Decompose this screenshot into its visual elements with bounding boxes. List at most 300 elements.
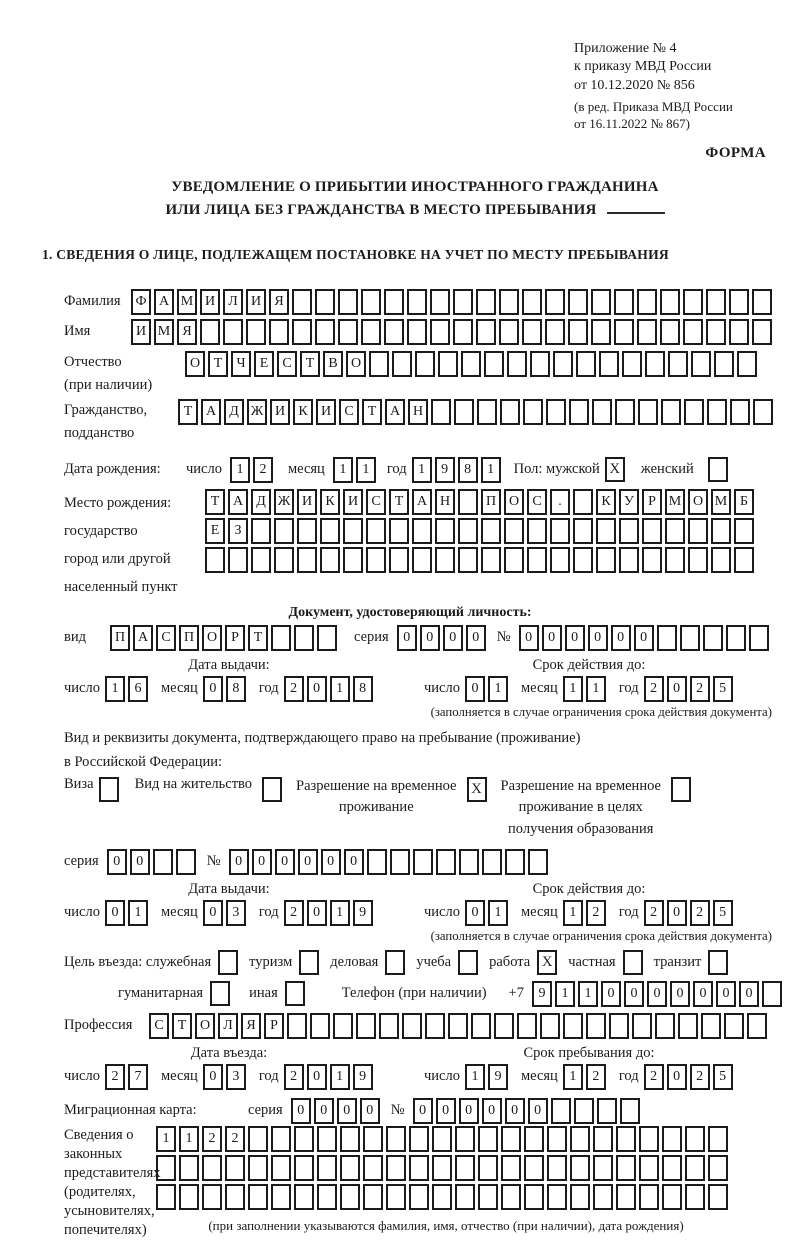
char-cell[interactable]: [389, 547, 409, 573]
char-cell[interactable]: [294, 1184, 314, 1210]
purpose-tourism-checkbox[interactable]: [299, 950, 319, 975]
stay-month-cells[interactable]: [563, 1064, 609, 1090]
char-cell[interactable]: 0: [670, 981, 690, 1007]
char-cell[interactable]: 0: [252, 849, 272, 875]
char-cell[interactable]: [597, 1098, 617, 1124]
char-cell[interactable]: [711, 518, 731, 544]
char-cell[interactable]: З: [228, 518, 248, 544]
char-cell[interactable]: [409, 1155, 429, 1181]
char-cell[interactable]: 1: [412, 457, 432, 483]
char-cell[interactable]: И: [200, 289, 220, 315]
char-cell[interactable]: [527, 547, 547, 573]
char-cell[interactable]: [481, 518, 501, 544]
char-cell[interactable]: [691, 351, 711, 377]
char-cell[interactable]: [596, 518, 616, 544]
birth-year-cells[interactable]: [412, 457, 504, 483]
doc-series-cells[interactable]: [397, 625, 489, 651]
char-cell[interactable]: 0: [739, 981, 759, 1007]
char-cell[interactable]: [476, 319, 496, 345]
char-cell[interactable]: [592, 399, 612, 425]
char-cell[interactable]: А: [412, 489, 432, 515]
char-cell[interactable]: 1: [105, 676, 125, 702]
char-cell[interactable]: [454, 399, 474, 425]
char-cell[interactable]: [271, 1126, 291, 1152]
permit-issue-day-cells[interactable]: [105, 900, 151, 926]
char-cell[interactable]: [453, 319, 473, 345]
char-cell[interactable]: 0: [314, 1098, 334, 1124]
char-cell[interactable]: [392, 351, 412, 377]
permit-issue-month-cells[interactable]: [203, 900, 249, 926]
char-cell[interactable]: [504, 518, 524, 544]
entry-year-cells[interactable]: [284, 1064, 376, 1090]
char-cell[interactable]: [455, 1184, 475, 1210]
char-cell[interactable]: [540, 1013, 560, 1039]
char-cell[interactable]: [200, 319, 220, 345]
char-cell[interactable]: [749, 625, 769, 651]
residence-permit-checkbox[interactable]: [262, 777, 282, 802]
char-cell[interactable]: [366, 547, 386, 573]
char-cell[interactable]: Т: [205, 489, 225, 515]
char-cell[interactable]: [616, 1155, 636, 1181]
char-cell[interactable]: [593, 1184, 613, 1210]
char-cell[interactable]: 1: [330, 1064, 350, 1090]
char-cell[interactable]: Р: [642, 489, 662, 515]
char-cell[interactable]: [315, 319, 335, 345]
char-cell[interactable]: [665, 518, 685, 544]
char-cell[interactable]: [343, 547, 363, 573]
char-cell[interactable]: [642, 547, 662, 573]
char-cell[interactable]: [563, 1013, 583, 1039]
char-cell[interactable]: [448, 1013, 468, 1039]
char-cell[interactable]: [478, 1184, 498, 1210]
char-cell[interactable]: [660, 319, 680, 345]
char-cell[interactable]: 1: [333, 457, 353, 483]
char-cell[interactable]: 0: [397, 625, 417, 651]
char-cell[interactable]: [762, 981, 782, 1007]
char-cell[interactable]: 0: [624, 981, 644, 1007]
char-cell[interactable]: [432, 1184, 452, 1210]
char-cell[interactable]: 8: [353, 676, 373, 702]
char-cell[interactable]: М: [711, 489, 731, 515]
char-cell[interactable]: 8: [226, 676, 246, 702]
char-cell[interactable]: [637, 289, 657, 315]
char-cell[interactable]: [477, 399, 497, 425]
char-cell[interactable]: [573, 547, 593, 573]
birth-month-cells[interactable]: [333, 457, 379, 483]
char-cell[interactable]: [619, 518, 639, 544]
char-cell[interactable]: [386, 1126, 406, 1152]
char-cell[interactable]: [500, 399, 520, 425]
migration-number-cells[interactable]: [413, 1098, 643, 1124]
char-cell[interactable]: [310, 1013, 330, 1039]
char-cell[interactable]: 6: [128, 676, 148, 702]
char-cell[interactable]: [338, 319, 358, 345]
char-cell[interactable]: Ж: [247, 399, 267, 425]
char-cell[interactable]: [386, 1184, 406, 1210]
rvp-education-checkbox[interactable]: [671, 777, 691, 802]
permit-number-cells[interactable]: [229, 849, 551, 875]
char-cell[interactable]: 0: [298, 849, 318, 875]
char-cell[interactable]: [389, 518, 409, 544]
char-cell[interactable]: [246, 319, 266, 345]
char-cell[interactable]: Т: [300, 351, 320, 377]
char-cell[interactable]: [363, 1184, 383, 1210]
char-cell[interactable]: [711, 547, 731, 573]
char-cell[interactable]: К: [596, 489, 616, 515]
char-cell[interactable]: 0: [307, 1064, 327, 1090]
char-cell[interactable]: [412, 518, 432, 544]
char-cell[interactable]: Ч: [231, 351, 251, 377]
char-cell[interactable]: [645, 351, 665, 377]
char-cell[interactable]: 0: [716, 981, 736, 1007]
char-cell[interactable]: [547, 1155, 567, 1181]
patronymic-cells[interactable]: [185, 351, 760, 377]
char-cell[interactable]: И: [131, 319, 151, 345]
char-cell[interactable]: [501, 1126, 521, 1152]
char-cell[interactable]: [507, 351, 527, 377]
char-cell[interactable]: [251, 547, 271, 573]
char-cell[interactable]: К: [320, 489, 340, 515]
char-cell[interactable]: Б: [734, 489, 754, 515]
char-cell[interactable]: Е: [205, 518, 225, 544]
char-cell[interactable]: 0: [505, 1098, 525, 1124]
char-cell[interactable]: [271, 1184, 291, 1210]
char-cell[interactable]: [179, 1155, 199, 1181]
purpose-private-checkbox[interactable]: [623, 950, 643, 975]
char-cell[interactable]: 1: [356, 457, 376, 483]
char-cell[interactable]: 5: [713, 676, 733, 702]
char-cell[interactable]: [435, 518, 455, 544]
char-cell[interactable]: [591, 289, 611, 315]
char-cell[interactable]: [225, 1184, 245, 1210]
char-cell[interactable]: [747, 1013, 767, 1039]
char-cell[interactable]: [683, 319, 703, 345]
char-cell[interactable]: [688, 547, 708, 573]
char-cell[interactable]: Я: [177, 319, 197, 345]
char-cell[interactable]: [665, 547, 685, 573]
char-cell[interactable]: Т: [389, 489, 409, 515]
char-cell[interactable]: [269, 319, 289, 345]
char-cell[interactable]: М: [665, 489, 685, 515]
char-cell[interactable]: 0: [344, 849, 364, 875]
char-cell[interactable]: Т: [362, 399, 382, 425]
char-cell[interactable]: [737, 351, 757, 377]
char-cell[interactable]: О: [185, 351, 205, 377]
char-cell[interactable]: [501, 1184, 521, 1210]
char-cell[interactable]: [292, 289, 312, 315]
birthplace-cells-row2[interactable]: [205, 518, 757, 544]
char-cell[interactable]: 1: [465, 1064, 485, 1090]
char-cell[interactable]: .: [550, 489, 570, 515]
char-cell[interactable]: [415, 351, 435, 377]
char-cell[interactable]: 0: [360, 1098, 380, 1124]
char-cell[interactable]: [657, 625, 677, 651]
char-cell[interactable]: Т: [248, 625, 268, 651]
char-cell[interactable]: [363, 1126, 383, 1152]
char-cell[interactable]: 5: [713, 1064, 733, 1090]
char-cell[interactable]: Я: [241, 1013, 261, 1039]
char-cell[interactable]: [729, 289, 749, 315]
char-cell[interactable]: [361, 319, 381, 345]
char-cell[interactable]: [459, 849, 479, 875]
char-cell[interactable]: Р: [225, 625, 245, 651]
citizenship-cells[interactable]: [178, 399, 776, 425]
char-cell[interactable]: 0: [519, 625, 539, 651]
char-cell[interactable]: [576, 351, 596, 377]
char-cell[interactable]: [668, 351, 688, 377]
birthplace-cells-row3[interactable]: [205, 547, 757, 573]
char-cell[interactable]: [292, 319, 312, 345]
char-cell[interactable]: [156, 1184, 176, 1210]
doc-type-cells[interactable]: [110, 625, 340, 651]
char-cell[interactable]: 0: [565, 625, 585, 651]
char-cell[interactable]: [425, 1013, 445, 1039]
char-cell[interactable]: 9: [353, 1064, 373, 1090]
char-cell[interactable]: [551, 1098, 571, 1124]
char-cell[interactable]: 3: [226, 1064, 246, 1090]
char-cell[interactable]: 1: [586, 676, 606, 702]
char-cell[interactable]: [384, 319, 404, 345]
char-cell[interactable]: 2: [253, 457, 273, 483]
char-cell[interactable]: [752, 289, 772, 315]
char-cell[interactable]: [639, 1184, 659, 1210]
char-cell[interactable]: [361, 289, 381, 315]
char-cell[interactable]: [274, 547, 294, 573]
char-cell[interactable]: [499, 289, 519, 315]
char-cell[interactable]: [530, 351, 550, 377]
identity-issue-year-cells[interactable]: [284, 676, 376, 702]
char-cell[interactable]: [596, 547, 616, 573]
char-cell[interactable]: 0: [203, 676, 223, 702]
char-cell[interactable]: [504, 547, 524, 573]
char-cell[interactable]: 0: [307, 676, 327, 702]
char-cell[interactable]: [343, 518, 363, 544]
char-cell[interactable]: С: [527, 489, 547, 515]
char-cell[interactable]: Р: [264, 1013, 284, 1039]
doc-number-cells[interactable]: [519, 625, 772, 651]
char-cell[interactable]: 1: [128, 900, 148, 926]
char-cell[interactable]: [620, 1098, 640, 1124]
char-cell[interactable]: [701, 1013, 721, 1039]
stay-day-cells[interactable]: [465, 1064, 511, 1090]
char-cell[interactable]: С: [339, 399, 359, 425]
char-cell[interactable]: Т: [208, 351, 228, 377]
char-cell[interactable]: [517, 1013, 537, 1039]
char-cell[interactable]: П: [110, 625, 130, 651]
visa-checkbox[interactable]: [99, 777, 119, 802]
char-cell[interactable]: 2: [225, 1126, 245, 1152]
char-cell[interactable]: [547, 1126, 567, 1152]
char-cell[interactable]: [547, 1184, 567, 1210]
char-cell[interactable]: И: [316, 399, 336, 425]
char-cell[interactable]: [223, 319, 243, 345]
char-cell[interactable]: 8: [458, 457, 478, 483]
char-cell[interactable]: 1: [230, 457, 250, 483]
char-cell[interactable]: 0: [634, 625, 654, 651]
char-cell[interactable]: [248, 1126, 268, 1152]
char-cell[interactable]: [593, 1126, 613, 1152]
char-cell[interactable]: 0: [647, 981, 667, 1007]
char-cell[interactable]: 0: [601, 981, 621, 1007]
char-cell[interactable]: 1: [179, 1126, 199, 1152]
char-cell[interactable]: 2: [202, 1126, 222, 1152]
identity-valid-year-cells[interactable]: [644, 676, 736, 702]
char-cell[interactable]: С: [277, 351, 297, 377]
char-cell[interactable]: К: [293, 399, 313, 425]
char-cell[interactable]: 0: [466, 625, 486, 651]
permit-issue-year-cells[interactable]: [284, 900, 376, 926]
char-cell[interactable]: [638, 399, 658, 425]
char-cell[interactable]: [524, 1184, 544, 1210]
purpose-transit-checkbox[interactable]: [708, 950, 728, 975]
char-cell[interactable]: [615, 399, 635, 425]
char-cell[interactable]: [586, 1013, 606, 1039]
char-cell[interactable]: 0: [482, 1098, 502, 1124]
char-cell[interactable]: [708, 1155, 728, 1181]
char-cell[interactable]: О: [504, 489, 524, 515]
char-cell[interactable]: [461, 351, 481, 377]
char-cell[interactable]: 1: [481, 457, 501, 483]
char-cell[interactable]: [430, 289, 450, 315]
char-cell[interactable]: [412, 547, 432, 573]
char-cell[interactable]: [726, 625, 746, 651]
char-cell[interactable]: [340, 1155, 360, 1181]
char-cell[interactable]: [724, 1013, 744, 1039]
char-cell[interactable]: [274, 518, 294, 544]
char-cell[interactable]: [366, 518, 386, 544]
char-cell[interactable]: [202, 1155, 222, 1181]
entry-day-cells[interactable]: [105, 1064, 151, 1090]
char-cell[interactable]: [614, 289, 634, 315]
char-cell[interactable]: 0: [542, 625, 562, 651]
char-cell[interactable]: [678, 1013, 698, 1039]
char-cell[interactable]: 2: [586, 1064, 606, 1090]
char-cell[interactable]: 1: [563, 676, 583, 702]
char-cell[interactable]: [202, 1184, 222, 1210]
char-cell[interactable]: [639, 1155, 659, 1181]
char-cell[interactable]: 0: [130, 849, 150, 875]
char-cell[interactable]: [369, 351, 389, 377]
char-cell[interactable]: [546, 399, 566, 425]
char-cell[interactable]: [179, 1184, 199, 1210]
guardians-cells-row1[interactable]: [156, 1126, 736, 1152]
char-cell[interactable]: [734, 518, 754, 544]
char-cell[interactable]: [458, 547, 478, 573]
char-cell[interactable]: 2: [284, 900, 304, 926]
char-cell[interactable]: А: [385, 399, 405, 425]
char-cell[interactable]: 3: [226, 900, 246, 926]
char-cell[interactable]: [661, 399, 681, 425]
char-cell[interactable]: И: [246, 289, 266, 315]
char-cell[interactable]: [225, 1155, 245, 1181]
char-cell[interactable]: [458, 518, 478, 544]
char-cell[interactable]: [708, 1184, 728, 1210]
char-cell[interactable]: [379, 1013, 399, 1039]
char-cell[interactable]: 0: [465, 676, 485, 702]
char-cell[interactable]: Ж: [274, 489, 294, 515]
char-cell[interactable]: [320, 518, 340, 544]
char-cell[interactable]: О: [195, 1013, 215, 1039]
char-cell[interactable]: [570, 1184, 590, 1210]
char-cell[interactable]: [432, 1155, 452, 1181]
char-cell[interactable]: 0: [413, 1098, 433, 1124]
char-cell[interactable]: 0: [693, 981, 713, 1007]
char-cell[interactable]: [685, 1155, 705, 1181]
char-cell[interactable]: [458, 489, 478, 515]
char-cell[interactable]: [156, 1155, 176, 1181]
char-cell[interactable]: [384, 289, 404, 315]
identity-valid-day-cells[interactable]: [465, 676, 511, 702]
char-cell[interactable]: [407, 289, 427, 315]
char-cell[interactable]: [505, 849, 525, 875]
identity-issue-month-cells[interactable]: [203, 676, 249, 702]
char-cell[interactable]: Д: [251, 489, 271, 515]
char-cell[interactable]: 9: [353, 900, 373, 926]
char-cell[interactable]: 0: [275, 849, 295, 875]
char-cell[interactable]: [317, 625, 337, 651]
char-cell[interactable]: [294, 1155, 314, 1181]
char-cell[interactable]: [494, 1013, 514, 1039]
char-cell[interactable]: [436, 849, 456, 875]
char-cell[interactable]: 0: [107, 849, 127, 875]
char-cell[interactable]: [619, 547, 639, 573]
char-cell[interactable]: [476, 289, 496, 315]
char-cell[interactable]: 0: [667, 900, 687, 926]
char-cell[interactable]: [315, 289, 335, 315]
char-cell[interactable]: 0: [321, 849, 341, 875]
char-cell[interactable]: [639, 1126, 659, 1152]
char-cell[interactable]: [431, 399, 451, 425]
char-cell[interactable]: [522, 289, 542, 315]
char-cell[interactable]: 7: [128, 1064, 148, 1090]
char-cell[interactable]: [616, 1184, 636, 1210]
char-cell[interactable]: [153, 849, 173, 875]
char-cell[interactable]: [616, 1126, 636, 1152]
char-cell[interactable]: [593, 1155, 613, 1181]
char-cell[interactable]: [708, 1126, 728, 1152]
char-cell[interactable]: [356, 1013, 376, 1039]
char-cell[interactable]: [390, 849, 410, 875]
char-cell[interactable]: 9: [532, 981, 552, 1007]
char-cell[interactable]: [614, 319, 634, 345]
char-cell[interactable]: [609, 1013, 629, 1039]
char-cell[interactable]: 2: [690, 1064, 710, 1090]
char-cell[interactable]: 1: [555, 981, 575, 1007]
char-cell[interactable]: И: [343, 489, 363, 515]
char-cell[interactable]: [386, 1155, 406, 1181]
guardians-cells-row3[interactable]: [156, 1184, 736, 1210]
char-cell[interactable]: 9: [435, 457, 455, 483]
char-cell[interactable]: С: [366, 489, 386, 515]
char-cell[interactable]: 1: [563, 1064, 583, 1090]
char-cell[interactable]: А: [201, 399, 221, 425]
purpose-official-checkbox[interactable]: [218, 950, 238, 975]
char-cell[interactable]: 0: [611, 625, 631, 651]
stay-year-cells[interactable]: [644, 1064, 736, 1090]
identity-issue-day-cells[interactable]: [105, 676, 151, 702]
char-cell[interactable]: [484, 351, 504, 377]
char-cell[interactable]: А: [133, 625, 153, 651]
char-cell[interactable]: [706, 319, 726, 345]
char-cell[interactable]: [684, 399, 704, 425]
char-cell[interactable]: [591, 319, 611, 345]
char-cell[interactable]: [703, 625, 723, 651]
char-cell[interactable]: [317, 1126, 337, 1152]
char-cell[interactable]: [570, 1126, 590, 1152]
char-cell[interactable]: [545, 319, 565, 345]
char-cell[interactable]: 0: [436, 1098, 456, 1124]
char-cell[interactable]: О: [202, 625, 222, 651]
